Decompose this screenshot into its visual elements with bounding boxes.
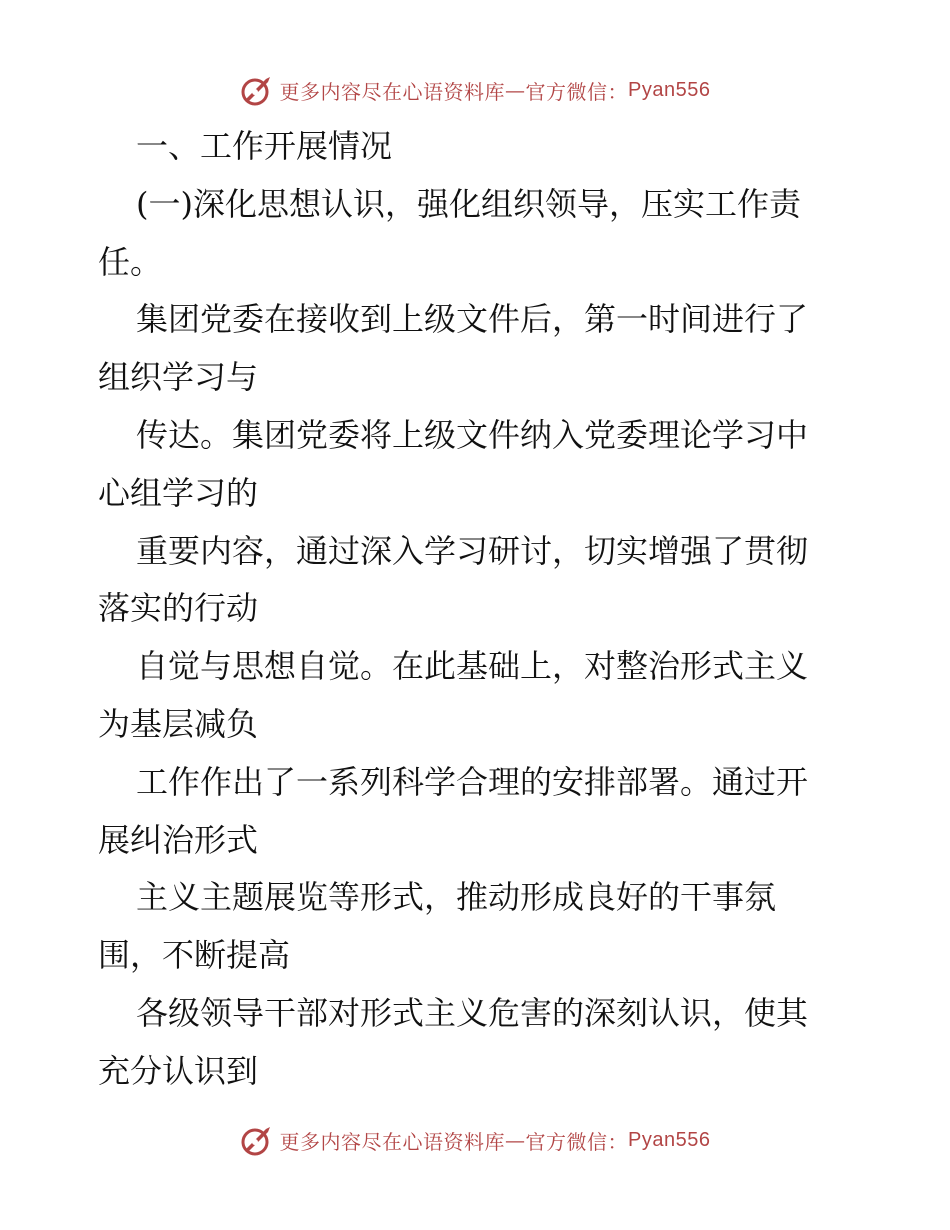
text-line: 自觉与思想自觉。在此基础上，对整治形式主义: [136, 647, 809, 686]
quill-pen-logo-icon: [240, 73, 274, 107]
document-body: [98, 118, 858, 1101]
text-line: 重要内容，通过深入学习研讨，切实增强了贯彻: [136, 531, 809, 570]
watermark-text: 更多内容尽在心语资料库: [279, 79, 506, 104]
watermark-separator: —: [505, 1128, 526, 1152]
text-line: 主义主题展览等形式，推动形成良好的干事氛: [136, 878, 777, 917]
text-line: 任。: [98, 242, 163, 281]
text-line: 工作作出了一系列科学合理的安排部署。通过开: [136, 762, 809, 801]
text-line: 充分认识到: [98, 1051, 259, 1090]
watermark-wechat-id: Pyan556: [628, 78, 711, 101]
text-line: 传达。集团党委将上级文件纳入党委理论学习中: [136, 415, 809, 454]
text-line: 集团党委在接收到上级文件后，第一时间进行了: [136, 300, 809, 339]
text-line: (一)深化思想认识，强化组织领导，压实工作责: [136, 184, 801, 223]
watermark-contact: 官方微信：: [525, 79, 629, 104]
text-line: 各级领导干部对形式主义危害的深刻认识，使其: [136, 993, 809, 1032]
text-line: 为基层减负: [98, 704, 259, 743]
watermark-text: 更多内容尽在心语资料库: [279, 1129, 506, 1154]
text-line: 一、工作开展情况: [136, 127, 393, 165]
text-line: 展纠治形式: [98, 820, 259, 859]
watermark-contact: 官方微信：: [525, 1129, 629, 1154]
watermark-wechat-id: Pyan556: [628, 1128, 711, 1151]
text-line: 落实的行动: [98, 589, 259, 628]
header-watermark: [0, 70, 950, 110]
watermark-separator: —: [505, 78, 526, 102]
text-line: 心组学习的: [98, 473, 259, 512]
footer-watermark: [0, 1120, 950, 1160]
quill-pen-logo-icon: [240, 1123, 274, 1157]
text-line: 组织学习与: [98, 358, 259, 397]
text-line: 围，不断提高: [98, 936, 291, 975]
